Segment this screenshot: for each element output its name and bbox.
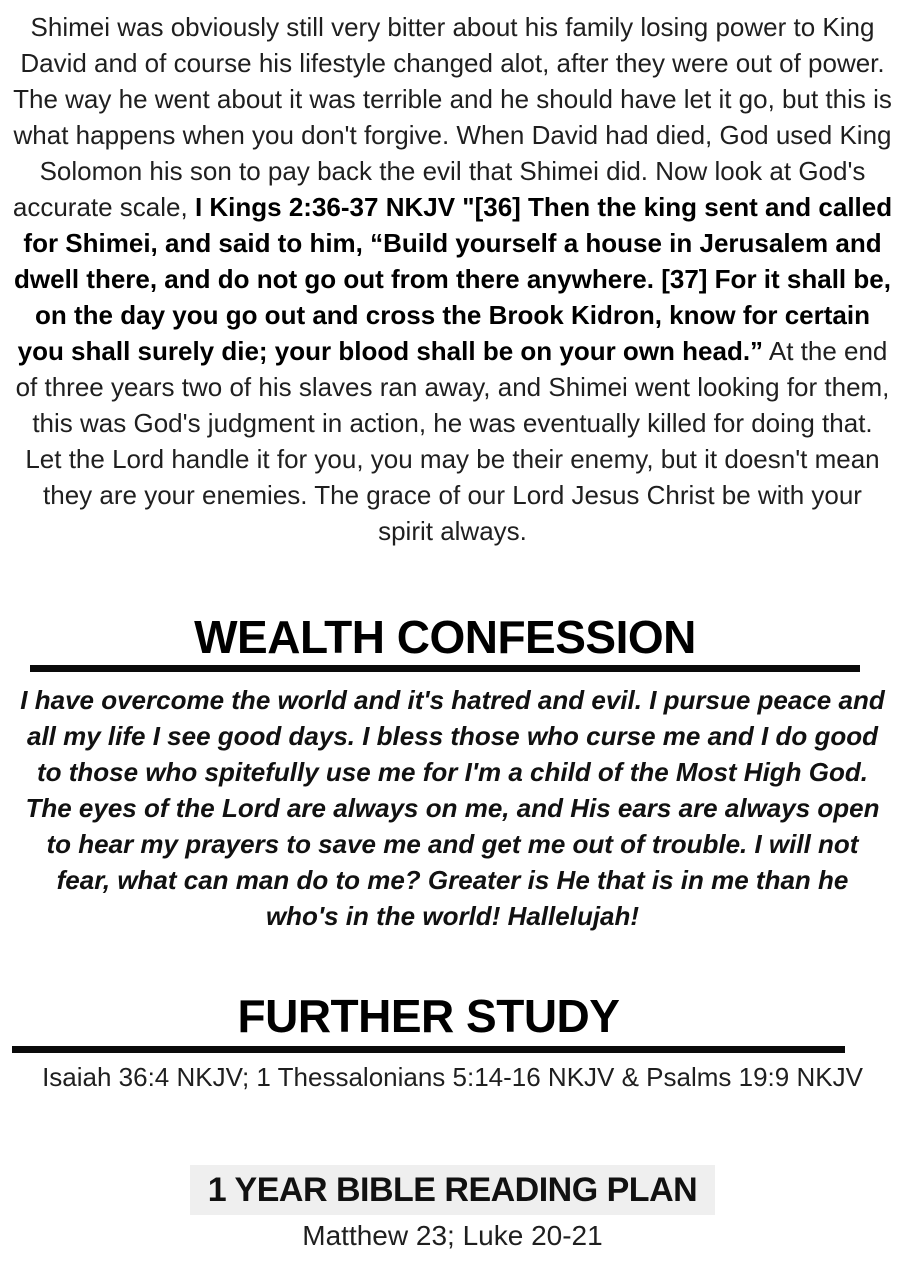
reading-plan-heading: 1 YEAR BIBLE READING PLAN: [190, 1165, 715, 1215]
further-study-section: [0, 992, 905, 1092]
wealth-confession-text: I have overcome the world and it's hatred and evil. I pursue peace and all my life I see good days. I bless those who curse me and I do good to those who spitefully use me for I'm a child of the Most High God. The eyes of the Lord are always on me, and His ears are always open to hear my prayers to save me and get me out of trouble. I will not fear, what can man do to me? Greater is He that is in me than he who's in the world! Hallelujah!: [20, 685, 885, 932]
further-study-references: Isaiah 36:4 NKJV; 1 Thessalonians 5:14-16 NKJV & Psalms 19:9 NKJV: [42, 1061, 863, 1092]
reading-plan-section: [0, 1165, 905, 1253]
scripture-quote-bold: I Kings 2:36-37 NKJV "[36] Then the king sent and called for Shimei, and said to him, “Build yourself a house in Jerusalem and dwell there, and do not go out from there anywhere. [37] For it shall be, on the day you go out and cross the Brook Kidron, know for certain you shall surely die; your blood shall be on your own head.”: [14, 192, 893, 366]
commentary-text-tail: At the end of three years two of his slaves ran away, and Shimei went looking for them, this was God's judgment in action, he was eventually killed for doing that. Let the Lord handle it for you, you may be their enemy, but it doesn't mean they are your enemies. The grace of our Lord Jesus Christ be with your spirit always.: [15, 336, 890, 546]
further-study-heading: FURTHER STUDY: [12, 992, 845, 1052]
wealth-confession-section: [0, 613, 905, 934]
commentary-paragraph: [0, 9, 905, 549]
wealth-confession-heading: WEALTH CONFESSION: [30, 613, 860, 672]
commentary-text-lead: Shimei was obviously still very bitter about his family losing power to King David and of course his lifestyle changed alot, after they were out of power. The way he went about it was terrible and he should have let it go, but this is what happens when you don't forgive. When David had died, God used King Solomon his son to pay back the evil that Shimei did. Now look at God's accurate scale,: [12, 12, 892, 222]
reading-plan-passages: Matthew 23; Luke 20-21: [302, 1219, 603, 1251]
